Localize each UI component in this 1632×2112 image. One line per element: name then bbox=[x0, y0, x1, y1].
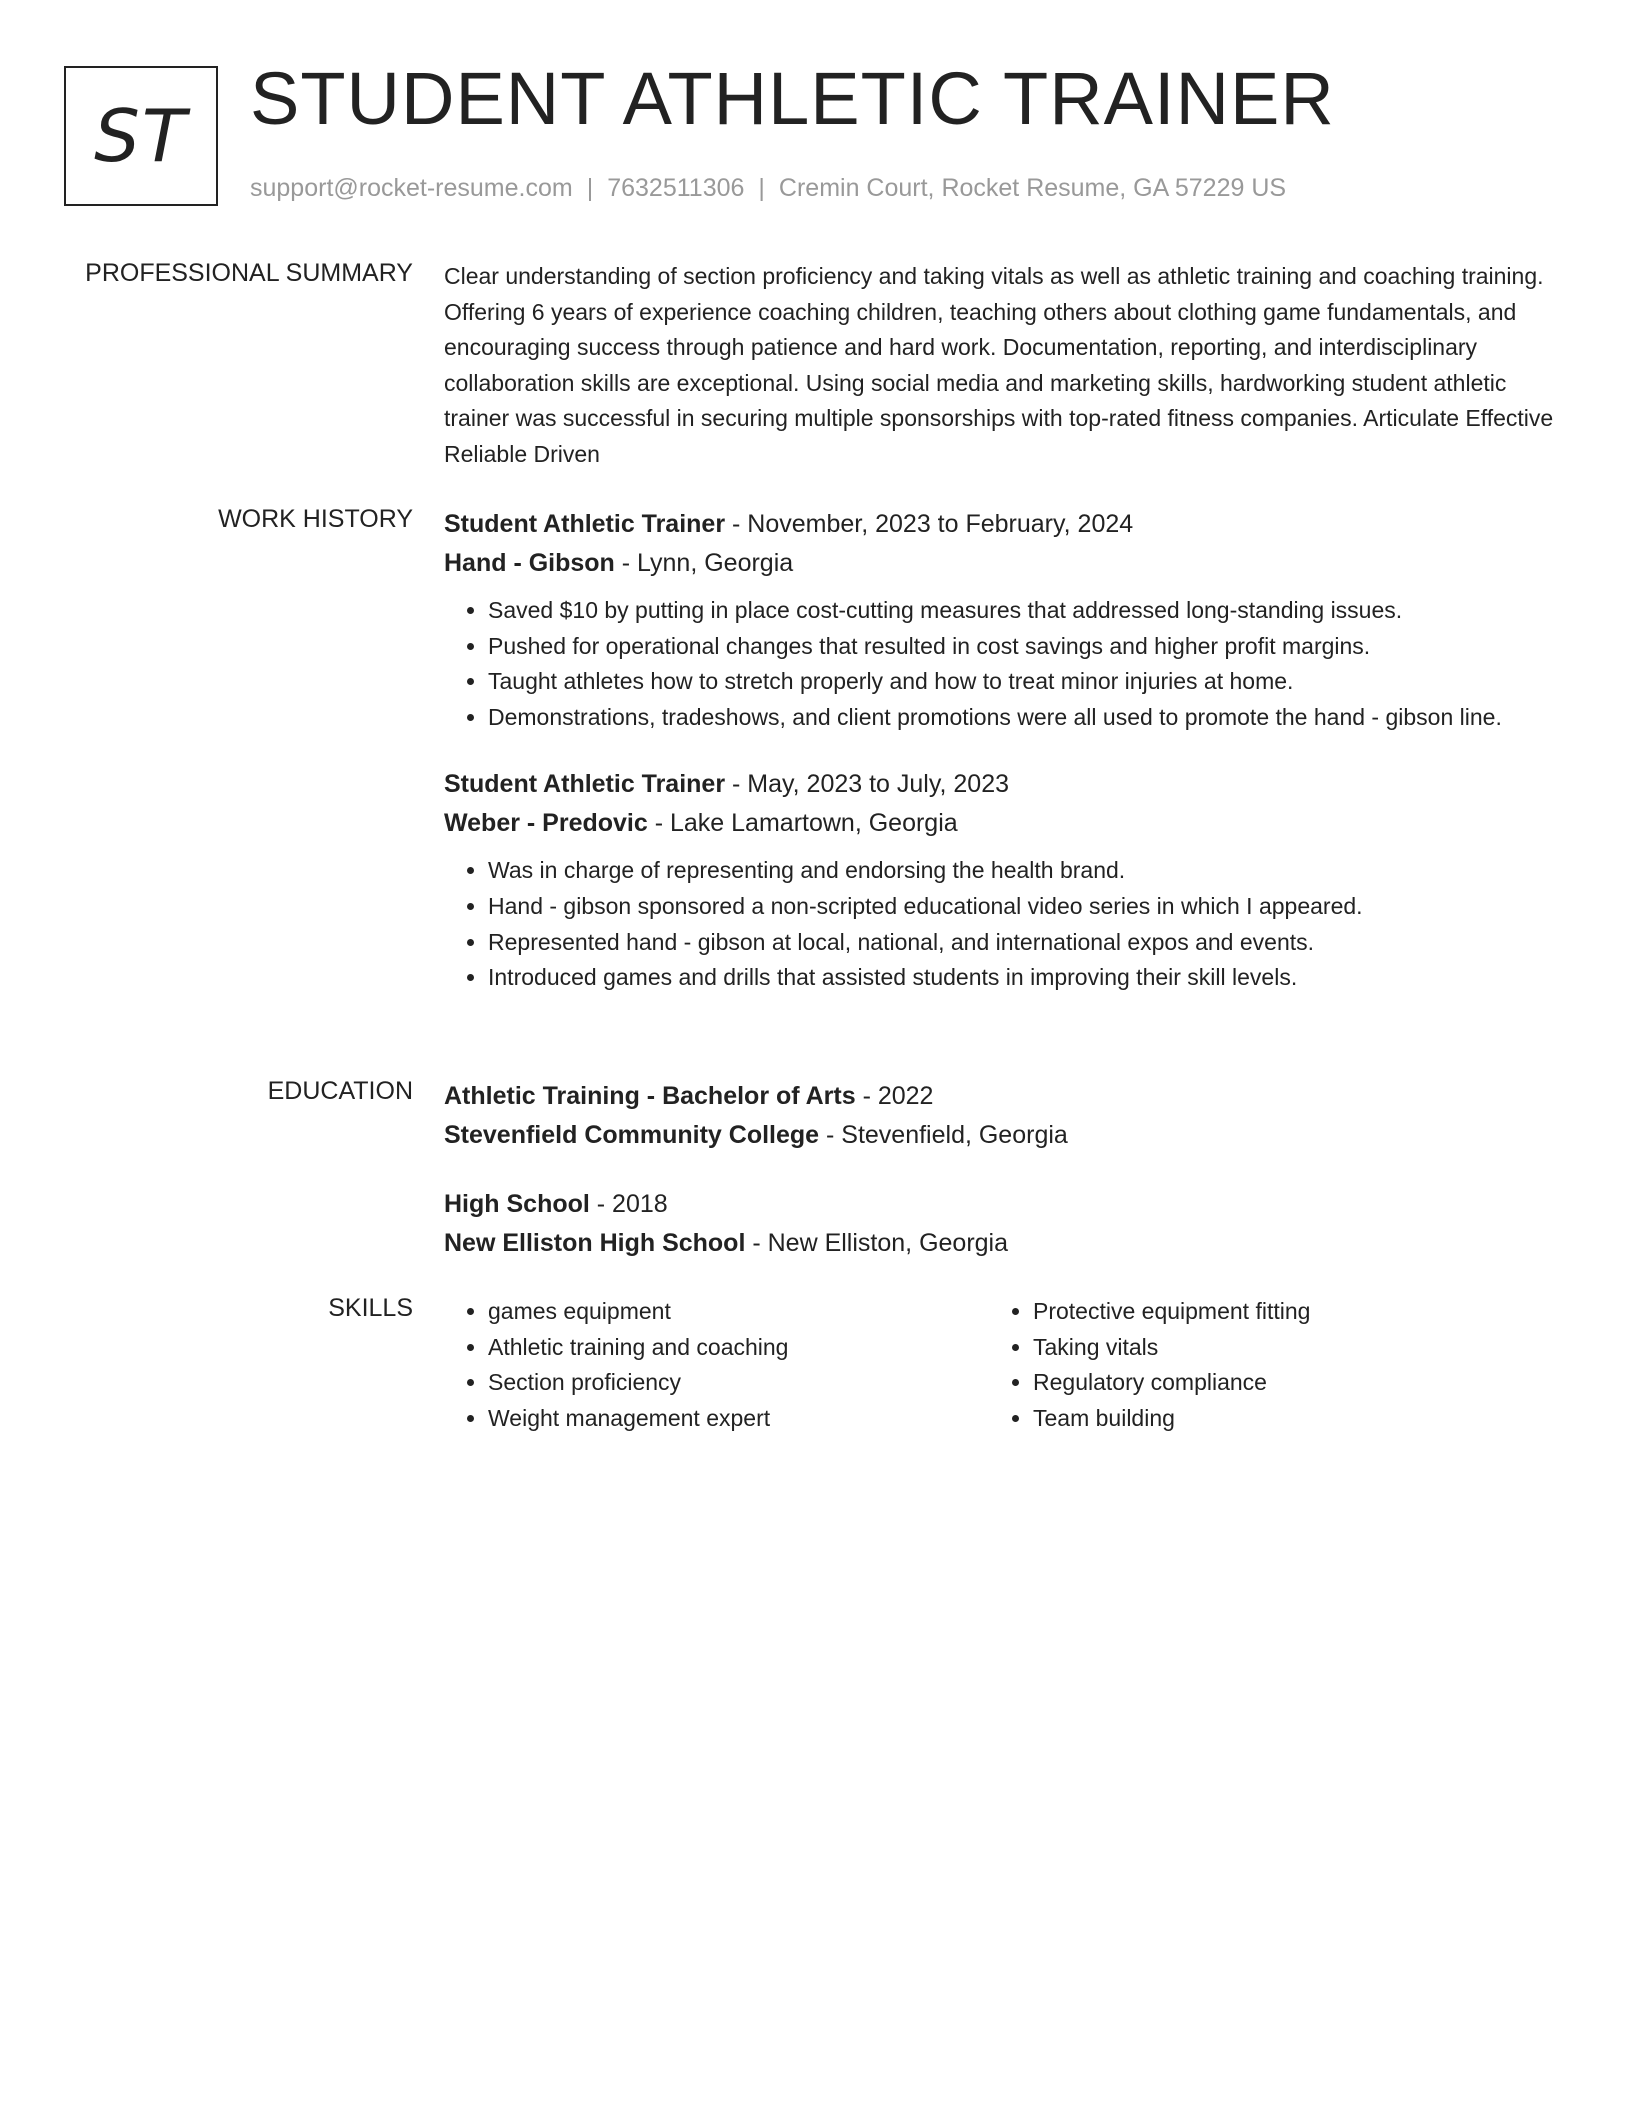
skill-item: • Protective equipment fitting bbox=[1033, 1294, 1310, 1330]
job-company: Hand - Gibson bbox=[444, 549, 615, 577]
summary-text: Clear understanding of section proficiency and taking vitals as well as athletic training and coaching training. Offering 6 years of experience coaching children, teaching others about clothing game fundamentals, and encouraging success through patience and hard work. Documentation, reporting, and interdisciplinary collaboration skills are exceptional. Using social media and marketing skills, hardworking student athletic trainer was successful in securing multiple sponsorships with top-rated fitness companies. Articulate Effective Reliable Driven bbox=[444, 263, 1554, 467]
school-line bbox=[444, 1224, 1554, 1263]
degree-name: Athletic Training - Bachelor of Arts bbox=[444, 1082, 856, 1110]
contact-separator: | bbox=[758, 174, 765, 202]
contact-phone: 7632511306 bbox=[607, 174, 745, 202]
job-bullet: • Represented hand - gibson at local, national, and international expos and events. bbox=[488, 925, 1554, 961]
summary-heading: PROFESSIONAL SUMMARY bbox=[85, 259, 413, 287]
skill-item: • Section proficiency bbox=[488, 1365, 788, 1401]
job-entry bbox=[444, 765, 1554, 995]
contact-line bbox=[250, 174, 1286, 203]
contact-email: support@rocket-resume.com bbox=[250, 174, 573, 202]
job-bullet: • Saved $10 by putting in place cost-cutting measures that addressed long-standing issues. bbox=[488, 593, 1554, 629]
job-entry bbox=[444, 505, 1554, 735]
job-company-line bbox=[444, 544, 1554, 583]
job-location: - Lake Lamartown, Georgia bbox=[647, 809, 958, 838]
degree-year: - 2018 bbox=[589, 1190, 668, 1218]
job-bullets bbox=[444, 593, 1554, 735]
job-title: Student Athletic Trainer bbox=[444, 510, 726, 538]
job-dates: - November, 2023 to February, 2024 bbox=[725, 510, 1134, 538]
skill-item: • Weight management expert bbox=[488, 1401, 788, 1437]
job-dates: - May, 2023 to July, 2023 bbox=[725, 770, 1010, 799]
school-name: Stevenfield Community College bbox=[444, 1121, 820, 1149]
summary-body bbox=[444, 259, 1554, 473]
job-location: - Lynn, Georgia bbox=[614, 549, 794, 577]
school-name: New Elliston High School bbox=[444, 1229, 746, 1257]
job-bullet: • Pushed for operational changes that resulted in cost savings and higher profit margins. bbox=[488, 629, 1554, 665]
degree-name: High School bbox=[444, 1190, 590, 1218]
job-title-line bbox=[444, 505, 1554, 544]
school-line bbox=[444, 1116, 1554, 1155]
education-entry bbox=[444, 1077, 1554, 1155]
work-history-body bbox=[444, 505, 1554, 996]
job-bullet: • Introduced games and drills that assisted students in improving their skill levels. bbox=[488, 960, 1554, 996]
skill-item: • games equipment bbox=[488, 1294, 788, 1330]
skills-column-right bbox=[989, 1294, 1310, 1436]
school-location: - Stevenfield, Georgia bbox=[819, 1121, 1068, 1149]
skills-list bbox=[444, 1294, 788, 1436]
job-bullet: • Was in charge of representing and endorsing the health brand. bbox=[488, 853, 1554, 889]
contact-separator: | bbox=[586, 174, 594, 202]
work-history-heading: WORK HISTORY bbox=[218, 505, 413, 533]
skill-item: • Team building bbox=[1033, 1401, 1310, 1437]
education-entry bbox=[444, 1185, 1554, 1263]
skill-item: • Taking vitals bbox=[1033, 1330, 1310, 1366]
job-title: Student Athletic Trainer bbox=[444, 770, 726, 799]
skills-column-left bbox=[444, 1294, 788, 1436]
education-heading: EDUCATION bbox=[267, 1077, 413, 1105]
skill-item: • Regulatory compliance bbox=[1033, 1365, 1310, 1401]
monogram-initials: ST bbox=[94, 94, 188, 178]
skills-heading: SKILLS bbox=[328, 1294, 413, 1322]
skills-list bbox=[989, 1294, 1310, 1436]
job-company: Weber - Predovic bbox=[444, 809, 648, 838]
job-bullet: • Demonstrations, tradeshows, and client promotions were all used to promote the hand - gibson line. bbox=[488, 700, 1554, 736]
school-location: - New Elliston, Georgia bbox=[745, 1229, 1009, 1257]
degree-line bbox=[444, 1077, 1554, 1116]
degree-line bbox=[444, 1185, 1554, 1224]
resume-title: STUDENT ATHLETIC TRAINER bbox=[250, 57, 1335, 140]
contact-address: Cremin Court, Rocket Resume, GA 57229 US bbox=[778, 174, 1287, 202]
skill-item: • Athletic training and coaching bbox=[488, 1330, 788, 1366]
job-bullet: • Hand - gibson sponsored a non-scripted educational video series in which I appeared. bbox=[488, 889, 1554, 925]
job-company-line bbox=[444, 804, 1554, 843]
degree-year: - 2022 bbox=[855, 1082, 934, 1110]
job-bullet: • Taught athletes how to stretch properly and how to treat minor injuries at home. bbox=[488, 664, 1554, 700]
monogram-box bbox=[64, 66, 218, 206]
education-body bbox=[444, 1077, 1554, 1263]
job-title-line bbox=[444, 765, 1554, 804]
job-bullets bbox=[444, 853, 1554, 995]
skills-body bbox=[444, 1294, 1554, 1454]
